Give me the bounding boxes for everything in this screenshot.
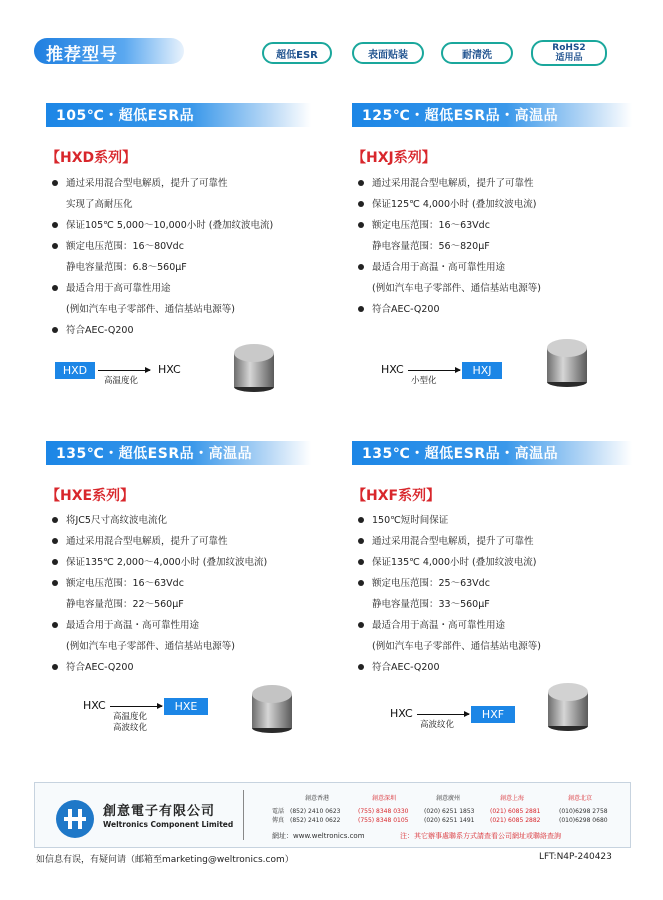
flow-label-hxd: 高温度化 [104, 376, 139, 386]
bullet-dot-icon [52, 517, 58, 523]
row-label-fax: 傳真 [272, 817, 285, 824]
tag-surface-mount: 表面贴装 [352, 42, 424, 64]
page-title: 推荐型号 [46, 45, 118, 65]
bullet-dot-icon [52, 538, 58, 544]
tel-guangzhou: (020) 6251 1853 [424, 808, 475, 815]
tag-wash-resistant: 耐清洗 [441, 42, 513, 64]
flow-label-hxf: 高波纹化 [420, 720, 455, 730]
flow-source-hxf: HXC [390, 707, 413, 720]
fax-beijing: (010)6298 0680 [559, 817, 608, 824]
bullet-item [358, 615, 541, 636]
bullet-item [52, 194, 273, 215]
bullet-item [52, 573, 267, 594]
bullet-text: 保证125℃ 4,000小时 (叠加纹波电流) [372, 199, 537, 210]
bullet-dot-icon [358, 222, 364, 228]
row-label-tel: 電話 [272, 808, 285, 815]
bullet-list-hxj [358, 173, 541, 320]
bullet-text: 额定电压范围：16～80Vdc [66, 241, 184, 252]
bullet-dot-icon [358, 664, 364, 670]
bullet-dot-icon [52, 559, 58, 565]
bullet-dot-icon [52, 327, 58, 333]
tel-beijing: (010)6298 2758 [559, 808, 608, 815]
bullet-text: 最适合用于高温・高可靠性用途 [372, 620, 506, 631]
bullet-text: 最适合用于高温・高可靠性用途 [372, 262, 506, 273]
bullet-dot-icon [358, 580, 364, 586]
flow-target-hxd: HXC [158, 363, 181, 376]
flow-arrow-hxf [417, 714, 469, 715]
bullet-text: 额定电压范围：25～63Vdc [372, 578, 490, 589]
bullet-item [52, 657, 267, 678]
bullet-item [52, 257, 273, 278]
bullet-dot-icon [358, 622, 364, 628]
section-bar-hxd: 105℃・超低ESR品 [46, 103, 311, 127]
bullet-text: 实现了高耐压化 [66, 199, 133, 210]
series-title-hxd: 【HXD系列】 [46, 150, 137, 166]
bullet-text: 符合AEC-Q200 [66, 325, 134, 336]
bullet-dot-icon [52, 222, 58, 228]
bullet-list-hxd [52, 173, 273, 341]
flow-box-hxj: HXJ [462, 362, 502, 379]
bullet-item [52, 510, 267, 531]
bullet-item [52, 215, 273, 236]
bullet-item [52, 320, 273, 341]
company-website[interactable]: 網址：www.weltronics.com [272, 832, 365, 840]
bullet-item [52, 531, 267, 552]
bullet-text: 最适合用于高温・高可靠性用途 [66, 620, 200, 631]
bullet-item [358, 531, 541, 552]
bullet-item [358, 194, 541, 215]
fax-guangzhou: (020) 6251 1491 [424, 817, 475, 824]
bullet-dot-icon [358, 517, 364, 523]
tag-ultra-low-esr: 超低ESR [262, 42, 332, 64]
bullet-text: 符合AEC-Q200 [372, 304, 440, 315]
bullet-text: 符合AEC-Q200 [66, 662, 134, 673]
city-beijing: 創意北京 [568, 795, 593, 802]
bullet-item [52, 278, 273, 299]
bullet-dot-icon [52, 243, 58, 249]
bullet-text: 保证135℃ 4,000小时 (叠加纹波电流) [372, 557, 537, 568]
section-bar-hxj: 125℃・超低ESR品・高温品 [352, 103, 632, 127]
bullet-text: 额定电压范围：16～63Vdc [66, 578, 184, 589]
fax-hongkong: (852) 2410 0622 [290, 817, 341, 824]
bullet-dot-icon [358, 538, 364, 544]
document-code: LFT:N4P-240423 [539, 852, 612, 862]
bullet-text: 通过采用混合型电解质，提升了可靠性 [372, 536, 534, 547]
bullet-item [52, 173, 273, 194]
flow-source-hxj: HXC [381, 363, 404, 376]
rohs-line2: 适用品 [555, 53, 583, 63]
flow-arrow-hxj [408, 370, 460, 371]
bullet-item [52, 552, 267, 573]
bullet-text: 额定电压范围：16～63Vdc [372, 220, 490, 231]
bullet-text: (例如汽车电子零部件、通信基站电源等) [372, 641, 541, 652]
capacitor-image-hxd [232, 343, 276, 393]
city-shanghai: 創意上海 [500, 795, 525, 802]
bullet-dot-icon [358, 306, 364, 312]
flow-label-hxe-1: 高温度化 [113, 712, 148, 722]
bullet-dot-icon [358, 180, 364, 186]
tel-hongkong: (852) 2410 0623 [290, 808, 341, 815]
bullet-text: 静电容量范围：6.8～560μF [66, 262, 187, 273]
fax-shenzhen: (755) 8348 0105 [358, 817, 409, 824]
bullet-text: 通过采用混合型电解质，提升了可靠性 [372, 178, 534, 189]
bullet-text: (例如汽车电子零部件、通信基站电源等) [66, 641, 235, 652]
series-title-hxf: 【HXF系列】 [352, 488, 441, 504]
bullet-dot-icon [358, 201, 364, 207]
bullet-list-hxe [52, 510, 267, 678]
flow-label-hxj: 小型化 [411, 376, 437, 386]
bullet-text: 将JC5尺寸高纹波电流化 [66, 515, 167, 526]
bullet-dot-icon [52, 285, 58, 291]
bullet-item [52, 615, 267, 636]
tel-shenzhen: (755) 8348 0330 [358, 808, 409, 815]
bullet-item [358, 657, 541, 678]
series-title-hxe: 【HXE系列】 [46, 488, 135, 504]
tel-shanghai: (021) 6085 2881 [490, 808, 541, 815]
flow-source-hxe: HXC [83, 699, 106, 712]
bullet-text: 静电容量范围：56～820μF [372, 241, 490, 252]
bullet-item [358, 510, 541, 531]
company-name-cn: 創意電子有限公司 [103, 804, 216, 819]
bullet-item [358, 278, 541, 299]
bullet-dot-icon [52, 622, 58, 628]
city-shenzhen: 創意深圳 [372, 795, 397, 802]
capacitor-image-hxe [250, 684, 294, 734]
flow-label-hxe-2: 高波纹化 [113, 723, 148, 733]
tag-rohs2 [531, 40, 607, 66]
section-bar-hxe: 135℃・超低ESR品・高温品 [46, 441, 311, 465]
fax-shanghai: (021) 6085 2882 [490, 817, 541, 824]
bullet-item [52, 594, 267, 615]
bullet-text: 静电容量范围：33～560μF [372, 599, 490, 610]
bullet-dot-icon [52, 180, 58, 186]
flow-box-hxe: HXE [164, 698, 208, 715]
bullet-item [358, 636, 541, 657]
bullet-item [358, 552, 541, 573]
bullet-list-hxf [358, 510, 541, 678]
city-guangzhou: 創意廣州 [436, 795, 461, 802]
bullet-text: 通过采用混合型电解质，提升了可靠性 [66, 536, 228, 547]
bullet-item [52, 236, 273, 257]
bullet-text: (例如汽车电子零部件、通信基站电源等) [66, 304, 235, 315]
company-name-en: Weltronics Component Limited [103, 820, 234, 829]
feedback-note: 如信息有误，有疑问请（邮箱至marketing@weltronics.com） [36, 855, 294, 865]
bullet-text: 最适合用于高可靠性用途 [66, 283, 171, 294]
bullet-item [358, 236, 541, 257]
bullet-text: 150℃短时间保证 [372, 515, 449, 526]
flow-box-hxf: HXF [471, 706, 515, 723]
bullet-item [358, 257, 541, 278]
bullet-item [52, 299, 273, 320]
bullet-item [52, 636, 267, 657]
rohs-line1: RoHS2 [552, 43, 586, 53]
company-logo-icon [56, 800, 94, 838]
bullet-dot-icon [52, 664, 58, 670]
bullet-dot-icon [358, 264, 364, 270]
footer-notice: 注：其它辦事處聯系方式請查看公司網址或聯絡查詢 [400, 832, 561, 840]
bullet-text: 符合AEC-Q200 [372, 662, 440, 673]
bullet-text: 通过采用混合型电解质，提升了可靠性 [66, 178, 228, 189]
series-title-hxj: 【HXJ系列】 [352, 150, 436, 166]
city-hongkong: 創意香港 [305, 795, 330, 802]
bullet-item [358, 215, 541, 236]
bullet-text: (例如汽车电子零部件、通信基站电源等) [372, 283, 541, 294]
flow-box-hxd: HXD [55, 362, 95, 379]
bullet-text: 静电容量范围：22～560μF [66, 599, 184, 610]
flow-arrow-hxe [110, 706, 162, 707]
footer-divider [243, 790, 244, 840]
bullet-dot-icon [52, 580, 58, 586]
bullet-text: 保证105℃ 5,000～10,000小时 (叠加纹波电流) [66, 220, 274, 231]
section-bar-hxf: 135℃・超低ESR品・高温品 [352, 441, 632, 465]
capacitor-image-hxf [546, 682, 590, 732]
bullet-item [358, 299, 541, 320]
bullet-item [358, 573, 541, 594]
capacitor-image-hxj [545, 338, 589, 388]
bullet-dot-icon [358, 559, 364, 565]
bullet-text: 保证135℃ 2,000～4,000小时 (叠加纹波电流) [66, 557, 268, 568]
bullet-item [358, 173, 541, 194]
bullet-item [358, 594, 541, 615]
flow-arrow-hxd [98, 370, 150, 371]
